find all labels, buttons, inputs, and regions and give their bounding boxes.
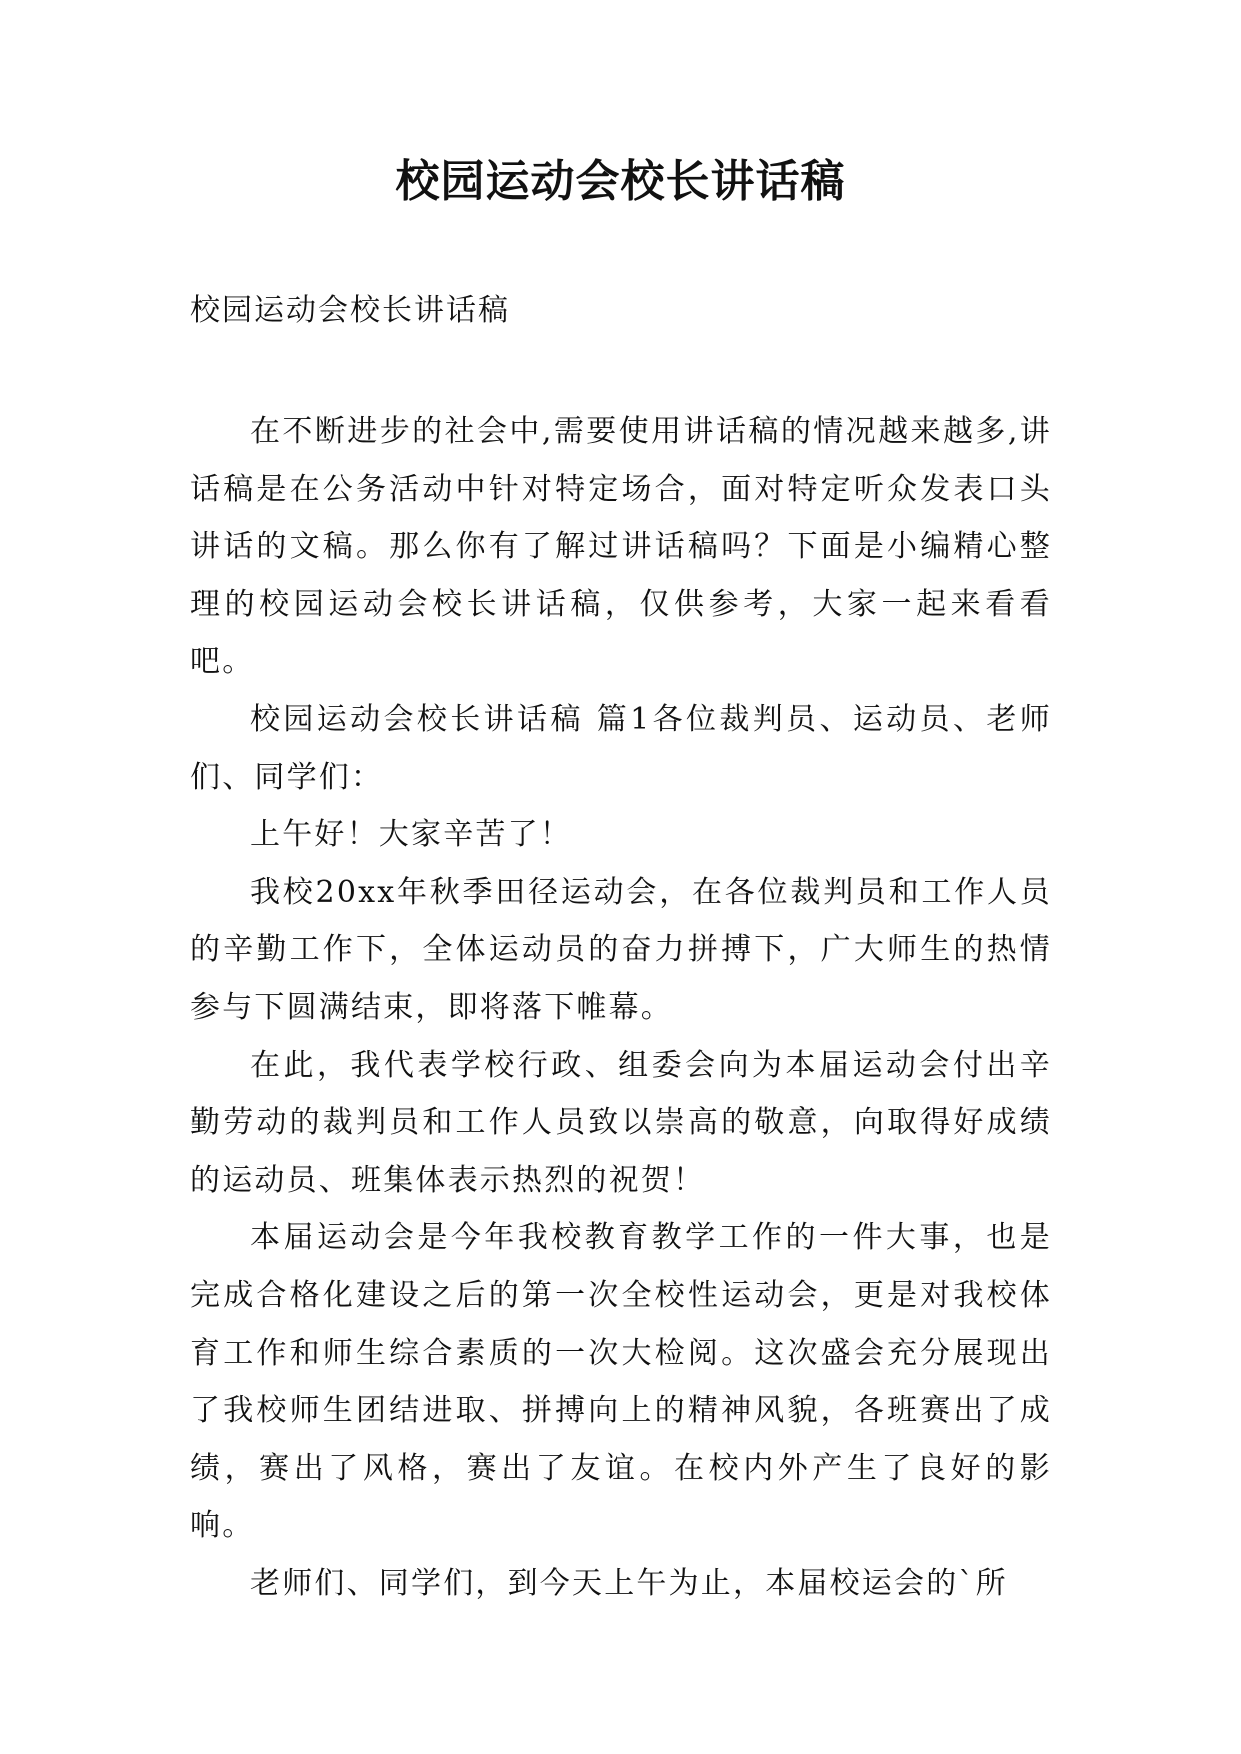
paragraph-thanks: 在此，我代表学校行政、组委会向为本届运动会付出辛勤劳动的裁判员和工作人员致以崇高的敬意，向取得好成绩的运动员、班集体表示热烈的祝贺！: [190, 1047, 1052, 1198]
paragraph-significance: 本届运动会是今年我校教育教学工作的一件大事，也是完成合格化建设之后的第一次全校性运动会，更是对我校体育工作和师生综合素质的一次大检阅。这次盛会充分展现出了我校师生团结进取、拼搏向上的精神风貌，各班赛出了成绩，赛出了风格，赛出了友谊。在校内外产生了良好的影响。: [190, 1220, 1052, 1544]
paragraph-intro: 在不断进步的社会中,需要使用讲话稿的情况越来越多,讲话稿是在公务活动中针对特定场合，面对特定听众发表口头讲话的文稿。那么你有了解过讲话稿吗？下面是小编精心整理的校园运动会校长讲话稿，仅供参考，大家一起来看看吧。: [190, 414, 1052, 680]
document-title: 校园运动会校长讲话稿: [395, 156, 846, 207]
paragraph-good-morning: 上午好！大家辛苦了！: [250, 817, 572, 853]
document-body: [190, 403, 1052, 1612]
paragraph-continued: 老师们、同学们，到今天上午为止，本届校运会的`所: [250, 1565, 1008, 1601]
paragraph-meet-summary: 我校20xx年秋季田径运动会，在各位裁判员和工作人员的辛勤工作下，全体运动员的奋力拼搏下，广大师生的热情参与下圆满结束，即将落下帷幕。: [190, 874, 1052, 1025]
paragraph-greeting: 校园运动会校长讲话稿 篇1各位裁判员、运动员、老师们、同学们：: [190, 701, 1052, 795]
document-subtitle: 校园运动会校长讲话稿: [190, 293, 510, 328]
